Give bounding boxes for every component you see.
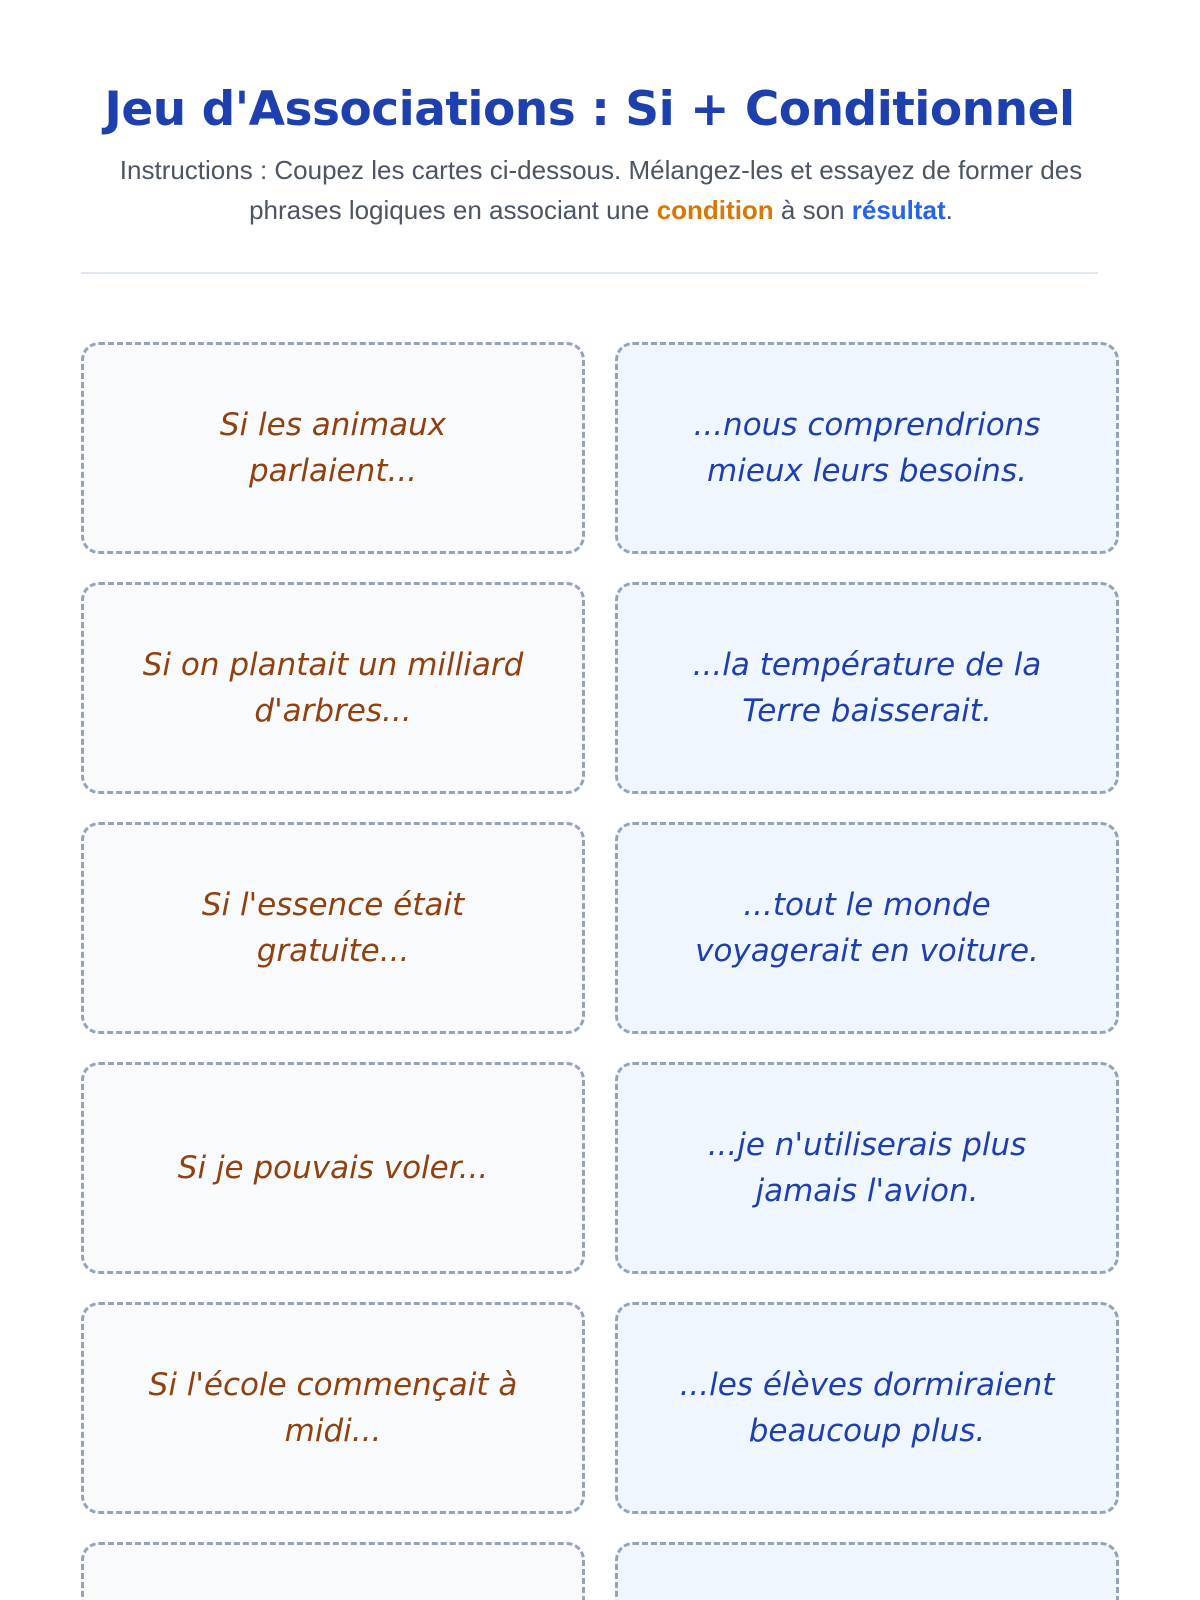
page-title: Jeu d'Associations : Si + Conditionnel <box>104 82 1075 137</box>
result-card <box>615 1542 1119 1600</box>
condition-card-text: Si je pouvais voler... <box>177 1150 489 1186</box>
result-keyword: résultat <box>851 195 946 225</box>
result-card-text: ...les élèves dormiraient beaucoup plus. <box>679 1367 1055 1449</box>
result-card-text: ...nous comprendrions mieux leurs besoins. <box>693 407 1041 489</box>
instructions-text-3: . <box>945 195 953 225</box>
condition-card <box>81 582 585 794</box>
result-card <box>615 1302 1119 1514</box>
result-card <box>615 1062 1119 1274</box>
result-card-text: ...tout le monde voyagerait en voiture. <box>695 887 1039 969</box>
instructions-text-1: Instructions : Coupez les cartes ci-dessous. Mélangez-les et essayez de former des phrases logiques en associant une <box>119 155 1083 225</box>
result-card <box>615 582 1119 794</box>
condition-card <box>81 342 585 554</box>
result-card-text: ...je n'utiliserais plus jamais l'avion. <box>707 1127 1027 1209</box>
condition-card-text: Si l'essence était gratuite... <box>201 887 465 969</box>
condition-card <box>81 822 585 1034</box>
condition-keyword: condition <box>656 195 774 225</box>
result-card <box>615 822 1119 1034</box>
condition-card <box>81 1062 585 1274</box>
condition-card <box>81 1302 585 1514</box>
condition-card-text: Si l'école commençait à midi... <box>148 1367 518 1449</box>
condition-card <box>81 1542 585 1600</box>
condition-card-text: Si les animaux parlaient... <box>219 407 447 489</box>
instructions <box>81 150 1121 230</box>
result-card-text: ...la température de la Terre baisserait. <box>692 647 1042 729</box>
divider <box>81 272 1098 274</box>
card-grid <box>81 342 1098 1600</box>
condition-card-text: Si on plantait un milliard d'arbres... <box>142 647 524 729</box>
result-card <box>615 342 1119 554</box>
instructions-text-2: à son <box>773 195 852 225</box>
